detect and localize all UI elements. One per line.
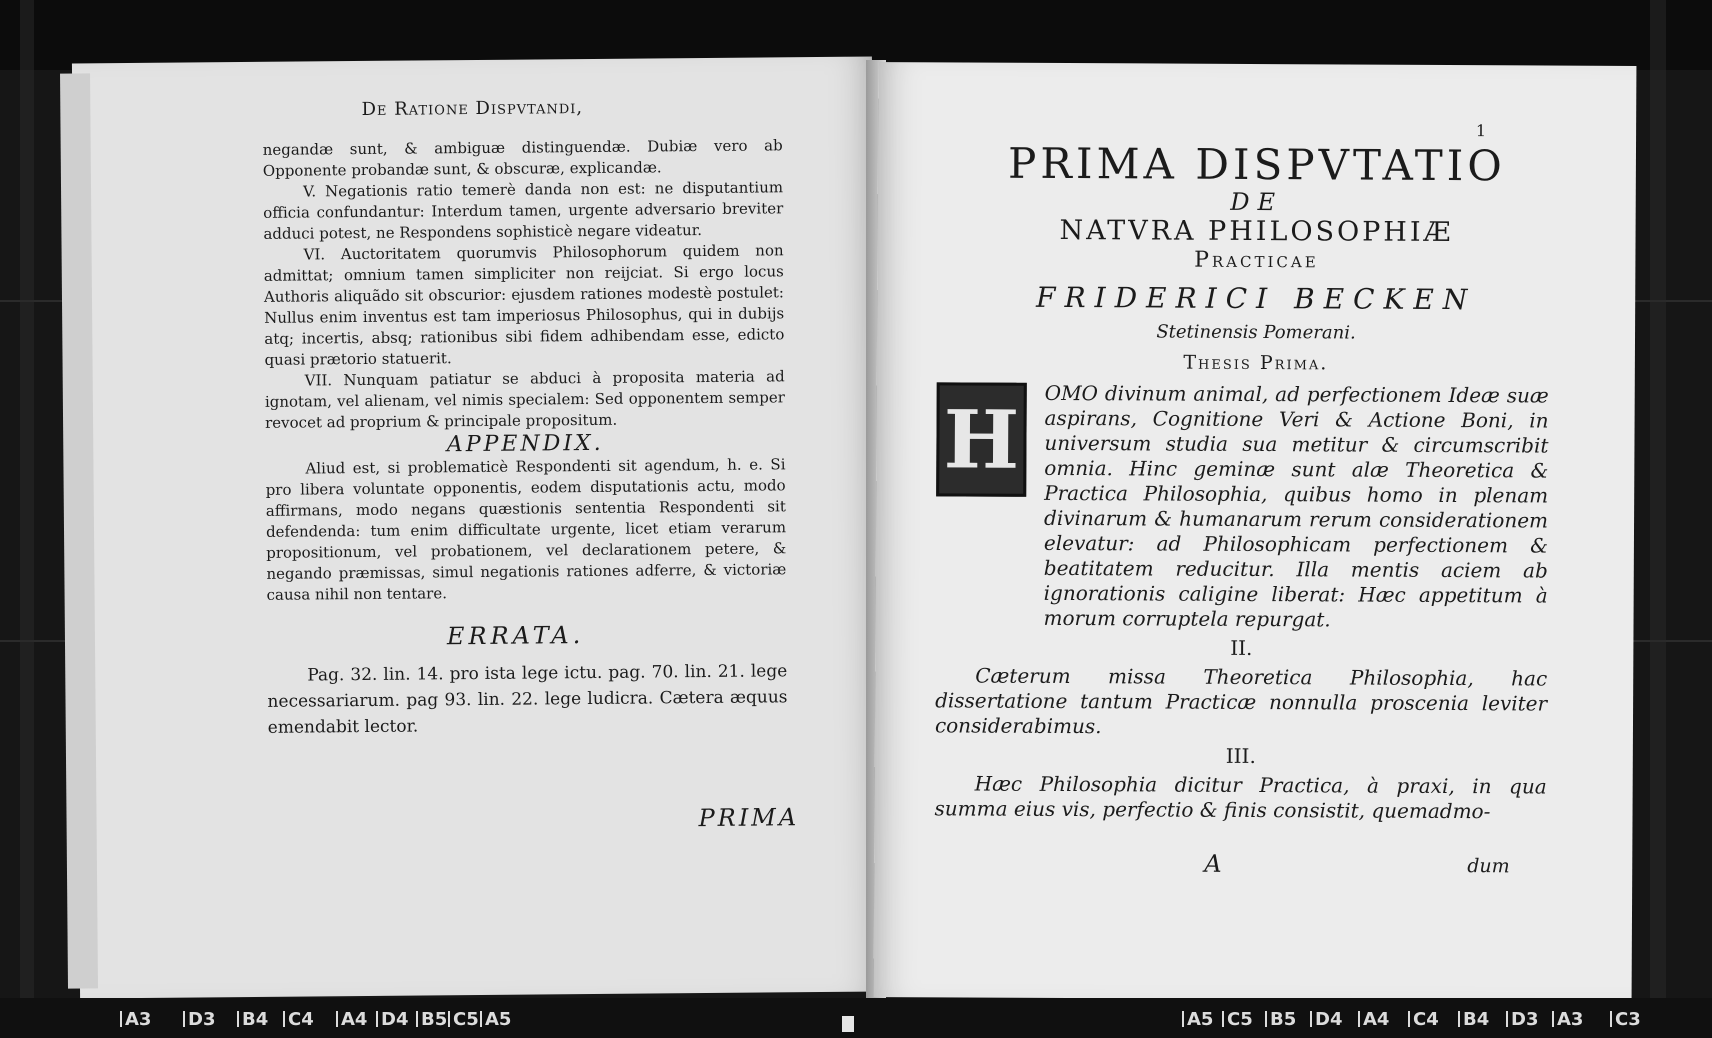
right-page [874, 62, 1637, 1001]
film-marker: A3 [120, 1009, 151, 1030]
film-band [1650, 0, 1666, 998]
film-marker: C5 [448, 1009, 479, 1030]
page-title: PRIMA DISPVTATIO [1007, 138, 1506, 191]
rule-7: VII. Nunquam patiatur se abduci à proposita materia ad ignotam, vel alienam, vel nimis specialem: Sed opponentem semper revocet ad proprium & principale propositum. [264, 367, 785, 432]
signature-mark: A [1204, 849, 1222, 878]
rule-5: V. Negationis ratio temerè danda non est: ne disputantium officia confundantur: Interdum tamen, urgente adversario breviter adduci potest, ne Respondens sophisticè negare videatur. [263, 178, 784, 243]
film-marker: A5 [1182, 1009, 1213, 1030]
film-marker: D4 [376, 1009, 408, 1030]
film-marker: A3 [1552, 1009, 1583, 1030]
catchword: PRIMA [698, 803, 800, 833]
subtitle-natura: NATVRA PHILOSOPHIÆ [1059, 214, 1454, 249]
thesis-3-number: III. [1225, 743, 1256, 769]
right-page-body [934, 380, 1548, 824]
catchword: dum [1467, 855, 1510, 878]
running-head: De Ratione Dispvtandi, [361, 97, 584, 120]
film-marker-strip [0, 998, 1712, 1038]
film-marker: D4 [1310, 1009, 1342, 1030]
rule-6: VI. Auctoritatem quorumvis Philosophorum quidem non admittat; omnium tamen simpliciter non reijciat. Si ergo locus Authoris aliquãdo sit obscurior: ejusdem rationes modestè postulet: Nullus enim inventus est tam imperiosus Philosophus, qui in dubijs atq; incertis, absq; rationibus sibi fidem adhibendam esse, edicto quasi prætorio statuerit. [263, 241, 785, 369]
initial-letter: H [943, 392, 1020, 487]
left-page [72, 57, 880, 999]
film-marker: B5 [416, 1009, 447, 1030]
film-marker: D3 [1506, 1009, 1538, 1030]
subtitle-practicae: Practicae [1194, 247, 1319, 274]
errata-heading: ERRATA. [446, 621, 585, 651]
film-marker: A5 [480, 1009, 511, 1030]
film-marker: D3 [183, 1009, 215, 1030]
author-name: FRIDERICI BECKEN [1035, 280, 1477, 317]
author-origin: Stetinensis Pomerani. [1156, 321, 1356, 344]
folio-number: 1 [1475, 121, 1487, 141]
film-marker: A4 [336, 1009, 367, 1030]
film-marker: B4 [1458, 1009, 1489, 1030]
thesis-3-text: Hæc Philosophia dicitur Practica, à praxi, in qua summa eius vis, perfectio & finis consistit, quemadmo- [934, 771, 1547, 824]
film-marker: C4 [1408, 1009, 1439, 1030]
thesis-1-text: OMO divinum animal, ad perfectionem Ideæ suæ aspirans, Cognitione Veri & Actione Boni, in universum studia sua metitur & circumscribit omnia. Hinc geminæ sunt alæ Theoretica & Practica Philosophia, quibus homo in plenam divinarum & humanarum rerum considerationem elevatur: ad Philosophicam perfectionem & beatitatem reducitur. Illa mentis aciem ab ignorationis caligine liberat: Hæc appetitum à morum corruptela repurgat. [1043, 380, 1549, 632]
film-marker: B5 [1265, 1009, 1296, 1030]
thesis-heading: Thesis Prima. [1183, 351, 1329, 375]
thesis-2-text: Cæterum missa Theoretica Philosophia, hac dissertatione tantum Practicæ nonnulla proscenia leviter considerabimus. [934, 663, 1548, 739]
errata-text: Pag. 32. lin. 14. pro ista lege ictu. pag. 70. lin. 21. lege necessariarum. pag 93. lin. 22. lege ludicra. Cætera æquus emendabit lector. [267, 661, 788, 738]
thesis-2-number: II. [1230, 635, 1253, 660]
film-marker: C5 [1222, 1009, 1253, 1030]
appendix-text: Aliud est, si problematicè Respondenti sit agendum, h. e. Si pro libera voluntate opponentis, eodem disputationis actu, modo affirmans, modo negans quæstionis sententia Respondenti sit defendenda: tum enim difficultate urgente, licet etiam verarum propositionum, vel probationem, vel declarationem petere, & negando præmissas, simul negationis rationes adferre, & victoriæ causa nihil non tentare. [265, 455, 787, 604]
film-marker: A4 [1358, 1009, 1389, 1030]
page-edge [60, 73, 98, 988]
film-marker: C4 [283, 1009, 314, 1030]
film-frame-icon [842, 1016, 854, 1032]
film-band [20, 0, 34, 998]
opening-line: negandæ sunt, & ambiguæ distinguendæ. Dubiæ vero ab Opponente probandæ sunt, & obscuræ, explicandæ. [262, 136, 783, 180]
film-marker: B4 [237, 1009, 268, 1030]
appendix-heading: APPENDIX. [446, 430, 604, 458]
left-page-body [263, 135, 788, 741]
title-de: DE [1230, 187, 1284, 217]
film-marker: C3 [1610, 1009, 1641, 1030]
